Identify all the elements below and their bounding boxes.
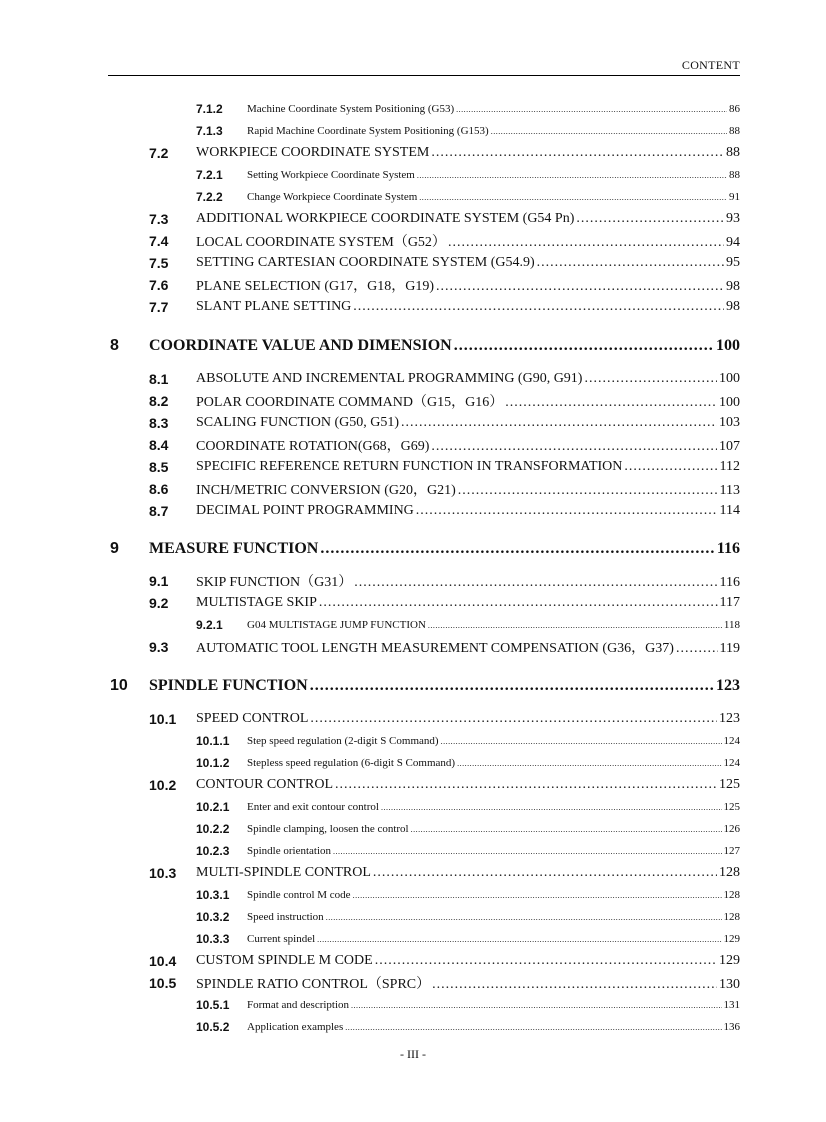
toc-page: 98 — [726, 299, 740, 314]
toc-title: CONTOUR CONTROL — [196, 777, 334, 792]
toc-number: 7.2 — [149, 145, 169, 161]
toc-title: COORDINATE ROTATION(G68，G69) — [196, 439, 430, 454]
toc-leader — [354, 575, 717, 591]
toc-number: 10.3.1 — [196, 888, 230, 902]
toc-entry-7-1-2[interactable] — [0, 98, 826, 120]
toc-title: Stepless speed regulation (6-digit S Command) — [247, 757, 456, 769]
toc-leader — [333, 847, 721, 856]
toc-number: 10.3.2 — [196, 910, 230, 924]
toc-page: 131 — [723, 999, 740, 1011]
toc-page: 88 — [729, 125, 740, 137]
toc-entry-7-4[interactable] — [0, 230, 826, 252]
toc-entry-10-3[interactable] — [0, 862, 826, 884]
toc-number: 7.2.1 — [196, 168, 223, 182]
toc-page: 112 — [719, 459, 740, 474]
toc-number: 10 — [110, 677, 128, 694]
toc-page: 123 — [719, 711, 740, 726]
toc-page: 118 — [723, 619, 740, 631]
toc-title: SPINDLE FUNCTION — [149, 677, 308, 694]
toc-title: INCH/METRIC CONVERSION (G20，G21) — [196, 483, 456, 498]
toc-title: Speed instruction — [247, 911, 324, 923]
toc-entry-10-5[interactable] — [0, 972, 826, 994]
toc-page: 130 — [719, 977, 740, 992]
toc-number: 9.1 — [149, 573, 169, 589]
toc-chapter-10[interactable] — [0, 675, 826, 697]
toc-number: 7.2.2 — [196, 190, 223, 204]
toc-leader — [373, 865, 717, 881]
running-header: CONTENT — [681, 58, 740, 72]
toc-leader — [428, 621, 722, 630]
toc-page: 93 — [726, 211, 740, 226]
toc-title: Rapid Machine Coordinate System Positioning (G153) — [247, 125, 489, 137]
toc-page: 129 — [719, 953, 740, 968]
toc-page: 124 — [723, 735, 740, 747]
toc-number: 7.3 — [149, 211, 169, 227]
toc-title: SPEED CONTROL — [196, 711, 309, 726]
toc-title: Format and description — [247, 999, 350, 1011]
toc-title: SETTING CARTESIAN COORDINATE SYSTEM (G54.9) — [196, 255, 535, 270]
toc-title: SLANT PLANE SETTING — [196, 299, 352, 314]
header-rule — [108, 75, 740, 76]
toc-page: 123 — [716, 677, 740, 694]
toc-number: 10.2.2 — [196, 822, 230, 836]
toc-number: 9 — [110, 540, 119, 557]
toc-leader — [491, 127, 727, 136]
toc-leader — [537, 255, 724, 271]
toc-page: 136 — [723, 1021, 740, 1033]
toc-entry-7-1-3[interactable] — [0, 120, 826, 142]
toc-number: 8.7 — [149, 503, 169, 519]
toc-page: 124 — [723, 757, 740, 769]
toc-leader — [353, 891, 722, 900]
toc-title: AUTOMATIC TOOL LENGTH MEASUREMENT COMPENSATION (G36，G37) — [196, 641, 674, 656]
toc-leader — [320, 540, 715, 558]
toc-page: 127 — [723, 845, 740, 857]
toc-leader — [624, 459, 717, 475]
toc-entry-10-1-2[interactable] — [0, 752, 826, 774]
toc-number: 9.2.1 — [196, 618, 223, 632]
toc-number: 10.2 — [149, 777, 177, 793]
toc-leader — [353, 299, 724, 315]
toc-leader — [584, 371, 717, 387]
toc-entry-8-4[interactable] — [0, 434, 826, 456]
toc-number: 8.3 — [149, 415, 169, 431]
toc-title: Machine Coordinate System Positioning (G53) — [247, 103, 455, 115]
toc-leader — [431, 439, 717, 455]
toc-number: 10.2.3 — [196, 844, 230, 858]
toc-title: POLAR COORDINATE COMMAND（G15，G16） — [196, 395, 504, 410]
toc-leader — [417, 171, 727, 180]
toc-number: 10.1.2 — [196, 756, 230, 770]
toc-number: 7.1.3 — [196, 124, 223, 138]
toc-title: SKIP FUNCTION（G31） — [196, 575, 353, 590]
toc-leader — [441, 737, 722, 746]
toc-page: 125 — [719, 777, 740, 792]
toc-number: 7.6 — [149, 277, 169, 293]
toc-page: 128 — [723, 911, 740, 923]
toc-title: ADDITIONAL WORKPIECE COORDINATE SYSTEM (G54 Pn) — [196, 211, 575, 226]
toc-entry-10-2[interactable] — [0, 774, 826, 796]
toc-entry-10-5-2[interactable] — [0, 1016, 826, 1038]
toc-title: Application examples — [247, 1021, 344, 1033]
toc-entry-10-2-2[interactable] — [0, 818, 826, 840]
toc-number: 10.5.2 — [196, 1020, 230, 1034]
toc-leader — [319, 595, 718, 611]
toc-leader — [457, 759, 721, 768]
toc-page: 91 — [729, 191, 740, 203]
toc-title: CUSTOM SPINDLE M CODE — [196, 953, 373, 968]
toc-leader — [436, 279, 724, 295]
toc-chapter-8[interactable] — [0, 335, 826, 357]
toc-entry-10-1[interactable] — [0, 708, 826, 730]
toc-page: 100 — [716, 337, 740, 354]
toc-page: 103 — [719, 415, 740, 430]
toc-entry-8-6[interactable] — [0, 478, 826, 500]
toc-page: 117 — [719, 595, 740, 610]
toc-page: 107 — [719, 439, 740, 454]
toc-number: 9.2 — [149, 595, 169, 611]
toc-leader — [458, 483, 718, 499]
toc-page: 94 — [726, 235, 740, 250]
toc-number: 10.3.3 — [196, 932, 230, 946]
toc-leader — [505, 395, 717, 411]
toc-title: Change Workpiece Coordinate System — [247, 191, 418, 203]
toc-leader — [416, 503, 718, 519]
toc-title: LOCAL COORDINATE SYSTEM（G52） — [196, 235, 446, 250]
toc-page: 128 — [723, 889, 740, 901]
toc-leader — [401, 415, 717, 431]
toc-number: 10.5.1 — [196, 998, 230, 1012]
toc-leader — [456, 105, 727, 114]
toc-number: 8.6 — [149, 481, 169, 497]
toc-page: 129 — [723, 933, 740, 945]
toc-entry-10-1-1[interactable] — [0, 730, 826, 752]
toc-title: SPINDLE RATIO CONTROL（SPRC） — [196, 977, 431, 992]
toc-entry-10-2-3[interactable] — [0, 840, 826, 862]
toc-entry-7-5[interactable] — [0, 252, 826, 274]
toc-entry-10-3-1[interactable] — [0, 884, 826, 906]
toc-page: 113 — [719, 483, 740, 498]
toc-leader — [411, 825, 722, 834]
toc-number: 8.5 — [149, 459, 169, 475]
toc-number: 10.2.1 — [196, 800, 230, 814]
toc-title: Spindle clamping, loosen the control — [247, 823, 409, 835]
toc-page: 95 — [726, 255, 740, 270]
toc-page: 100 — [719, 395, 740, 410]
toc-entry-8-5[interactable] — [0, 456, 826, 478]
toc-leader — [351, 1001, 721, 1010]
toc-leader — [310, 711, 717, 727]
toc-page: 88 — [729, 169, 740, 181]
toc-entry-7-2-1[interactable] — [0, 164, 826, 186]
toc-page: 116 — [719, 575, 740, 590]
toc-entry-7-2[interactable] — [0, 142, 826, 164]
toc-leader — [345, 1023, 721, 1032]
toc-number: 8.2 — [149, 393, 169, 409]
toc-title: Step speed regulation (2-digit S Command) — [247, 735, 439, 747]
toc-title: ABSOLUTE AND INCREMENTAL PROGRAMMING (G90, G91) — [196, 371, 583, 386]
toc-leader — [676, 641, 718, 657]
toc-entry-7-7[interactable] — [0, 296, 826, 318]
toc-title: MEASURE FUNCTION — [149, 540, 319, 557]
toc-chapter-9[interactable] — [0, 538, 826, 560]
toc-title: SPECIFIC REFERENCE RETURN FUNCTION IN TRANSFORMATION — [196, 459, 623, 474]
toc-number: 7.1.2 — [196, 102, 223, 116]
toc-title: MULTI-SPINDLE CONTROL — [196, 865, 371, 880]
toc-leader — [454, 337, 714, 355]
toc-title: PLANE SELECTION (G17，G18，G19) — [196, 279, 434, 294]
toc-title: MULTISTAGE SKIP — [196, 595, 317, 610]
toc-page: 116 — [716, 540, 740, 557]
toc-leader — [335, 777, 717, 793]
toc-entry-9-2[interactable] — [0, 592, 826, 614]
toc-title: Setting Workpiece Coordinate System — [247, 169, 415, 181]
toc-page: 119 — [719, 641, 740, 656]
toc-title: DECIMAL POINT PROGRAMMING — [196, 503, 414, 518]
toc-entry-9-3[interactable] — [0, 636, 826, 658]
toc-leader — [326, 913, 722, 922]
toc-page: 88 — [726, 145, 740, 160]
toc-leader — [381, 803, 722, 812]
toc-leader — [419, 193, 727, 202]
toc-title: Spindle control M code — [247, 889, 351, 901]
toc-page: 100 — [719, 371, 740, 386]
toc-number: 10.5 — [149, 975, 177, 991]
toc-entry-10-2-1[interactable] — [0, 796, 826, 818]
toc-number: 8.4 — [149, 437, 169, 453]
toc-entry-8-3[interactable] — [0, 412, 826, 434]
toc-entry-7-2-2[interactable] — [0, 186, 826, 208]
toc-leader — [375, 953, 717, 969]
toc-entry-10-3-3[interactable] — [0, 928, 826, 950]
toc-entry-10-5-1[interactable] — [0, 994, 826, 1016]
toc-page: 86 — [729, 103, 740, 115]
toc-entry-7-6[interactable] — [0, 274, 826, 296]
toc-page: 114 — [719, 503, 740, 518]
toc-title: COORDINATE VALUE AND DIMENSION — [149, 337, 452, 354]
toc-entry-10-3-2[interactable] — [0, 906, 826, 928]
toc-leader — [317, 935, 721, 944]
toc-entry-8-1[interactable] — [0, 368, 826, 390]
toc-entry-7-3[interactable] — [0, 208, 826, 230]
toc-number: 10.1.1 — [196, 734, 230, 748]
toc-entry-9-1[interactable] — [0, 570, 826, 592]
toc-leader — [431, 145, 724, 161]
toc-page: 126 — [723, 823, 740, 835]
toc-number: 10.4 — [149, 953, 177, 969]
toc-title: WORKPIECE COORDINATE SYSTEM — [196, 145, 430, 160]
toc-page: 125 — [723, 801, 740, 813]
toc-title: Current spindel — [247, 933, 316, 945]
toc-entry-10-4[interactable] — [0, 950, 826, 972]
toc-number: 7.4 — [149, 233, 169, 249]
toc-number: 8.1 — [149, 371, 169, 387]
toc-number: 9.3 — [149, 639, 169, 655]
toc-number: 10.1 — [149, 711, 177, 727]
toc-title: SCALING FUNCTION (G50, G51) — [196, 415, 399, 430]
toc-entry-8-7[interactable] — [0, 500, 826, 522]
toc-number: 8 — [110, 337, 119, 354]
toc-leader — [576, 211, 724, 227]
toc-title: Spindle orientation — [247, 845, 332, 857]
toc-page: 98 — [726, 279, 740, 294]
toc-leader — [310, 677, 714, 695]
toc-leader — [448, 235, 724, 251]
page-number: - III - — [400, 1047, 426, 1061]
toc-entry-8-2[interactable] — [0, 390, 826, 412]
toc-number: 7.7 — [149, 299, 169, 315]
toc-number: 10.3 — [149, 865, 177, 881]
toc-leader — [432, 977, 717, 993]
toc-title: Enter and exit contour control — [247, 801, 379, 813]
toc-title: G04 MULTISTAGE JUMP FUNCTION — [247, 619, 426, 631]
toc-entry-9-2-1[interactable] — [0, 614, 826, 636]
toc-number: 7.5 — [149, 255, 169, 271]
toc-page: 128 — [719, 865, 740, 880]
